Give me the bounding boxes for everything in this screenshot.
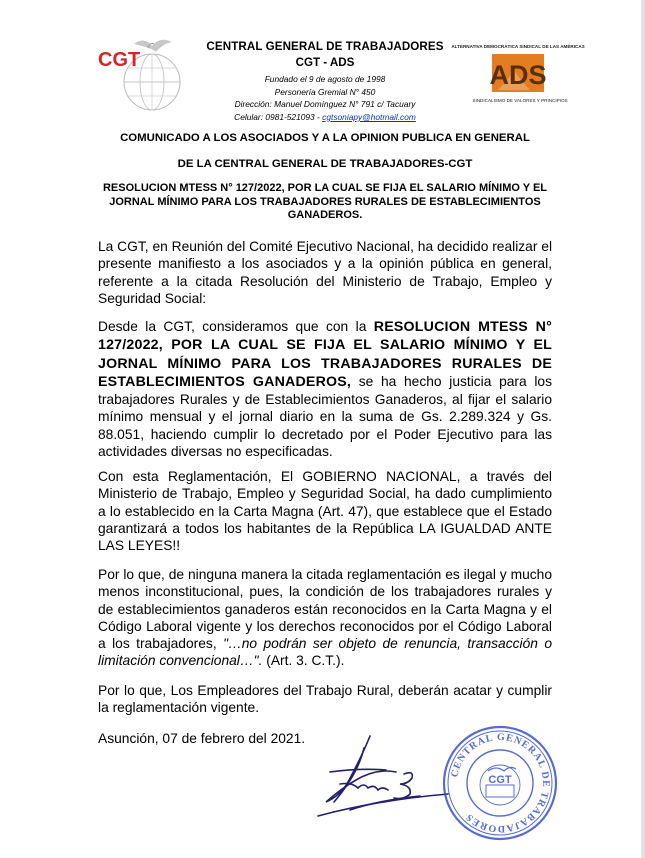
seal-center-text: CGT	[488, 774, 512, 786]
legal-quote: "…no podrán ser objeto de renuncia, transacción o limitación convencional…".	[98, 636, 552, 669]
place-date: Asunción, 07 de febrero del 2021.	[98, 731, 306, 746]
cgt-logo-text: CGT	[98, 49, 141, 71]
page-edge	[641, 0, 645, 858]
seal-ring-text: CENTRAL GENERAL DE TRABAJADORES	[449, 731, 552, 835]
paragraph-5: Por lo que, Los Empleadores del Trabajo Rural, deberán acatar y cumplir la reglamentación vigente.	[98, 683, 552, 716]
org-name: CENTRAL GENERAL DE TRABAJADORES	[206, 40, 444, 53]
handwritten-signature	[310, 728, 450, 828]
paragraph-4-rest: (Art. 3. C.T.).	[262, 653, 345, 669]
communique-subtitle: DE LA CENTRAL GENERAL DE TRABAJADORES-CGT	[177, 158, 473, 170]
org-acronym: CGT - ADS	[295, 56, 355, 69]
cgt-logo	[90, 26, 190, 116]
resolution-bold-reference: RESOLUCION MTESS N° 127/2022, POR LA CUAL SE FIJA EL SALARIO MÍNIMO Y EL JORNAL MÍNIMO PARA LOS TRABAJADORES RURALES DE ESTABLECIMIENTOS GANADEROS,	[98, 319, 552, 390]
founded-date: Fundado el 9 de agosto de 1998	[264, 74, 386, 84]
resolution-subject: RESOLUCION MTESS N° 127/2022, POR LA CUAL SE FIJA EL SALARIO MÍNIMO Y EL JORNAL MÍNIMO PARA LOS TRABAJADORES RURALES DE ESTABLECIMIENTOS GANADEROS.	[102, 182, 548, 222]
paragraph-2-intro: Desde la CGT, consideramos que con la	[98, 319, 374, 334]
ads-logo	[451, 40, 585, 118]
contact-line	[190, 111, 460, 124]
cgt-seal	[440, 723, 560, 843]
paragraph-4-intro: Por lo que, de ninguna manera la citada reglamentación es ilegal y mucho menos inconstitucional, pues, la condición de los trabajadores rurales y de establecimientos ganaderos están reconocidos en la Carta Magna y el Código Laboral vigente y los derechos reconocidos por el Código Laboral a los trabajadores,	[98, 567, 552, 652]
paragraph-3: Con esta Reglamentación, El GOBIERNO NACIONAL, a través del Ministerio de Trabajo, Empleo y Seguridad Social, ha dado cumplimiento a lo establecido en la Carta Magna (Art. 47), que establece que el Estado garantizará a todos los habitantes de la República LA IGUALDAD ANTE LAS LEYES!!	[98, 469, 552, 554]
paragraph-2	[98, 318, 552, 460]
personeria: Personería Gremial N° 450	[274, 86, 376, 97]
paragraph-4	[98, 566, 552, 670]
address: Dirección: Manuel Domínguez N° 791 c/ Tacuary	[234, 99, 416, 110]
communique-title: COMUNICADO A LOS ASOCIADOS Y A LA OPINION PUBLICA EN GENERAL	[120, 132, 530, 144]
ads-logo-mark: ADS	[489, 60, 547, 90]
letterhead	[190, 40, 460, 123]
paragraph-1: La CGT, en Reunión del Comité Ejecutivo Nacional, ha decidido realizar el presente manifiesto a los asociados y a la opinión pública en general, referente a la citada Resolución del Ministerio de Trabajo, Empleo y Seguridad Social:	[98, 239, 553, 306]
ads-logo-bottom-text: SINDICALISMO DE VALORES Y PRINCIPIOS	[472, 98, 568, 103]
phone: Celular: 0981-521093 -	[234, 111, 323, 122]
paragraph-2-rest: se ha hecho justicia para los trabajadores Rurales y de Establecimientos Ganaderos, al fijar el salario mínimo mensual y el jornal diario en la suma de Gs. 2.289.324 y Gs. 88.051, haciendo cumplir lo decretado por el Poder Ejecutivo para las actividades diversas no especificadas.	[98, 373, 553, 460]
ads-logo-top-text: ALTERNATIVA DEMOCRÁTICA SINDICAL DE LAS AMÉRICAS	[451, 44, 585, 49]
email-link[interactable]: cgtsoniapy@hotmail.com	[322, 111, 416, 122]
